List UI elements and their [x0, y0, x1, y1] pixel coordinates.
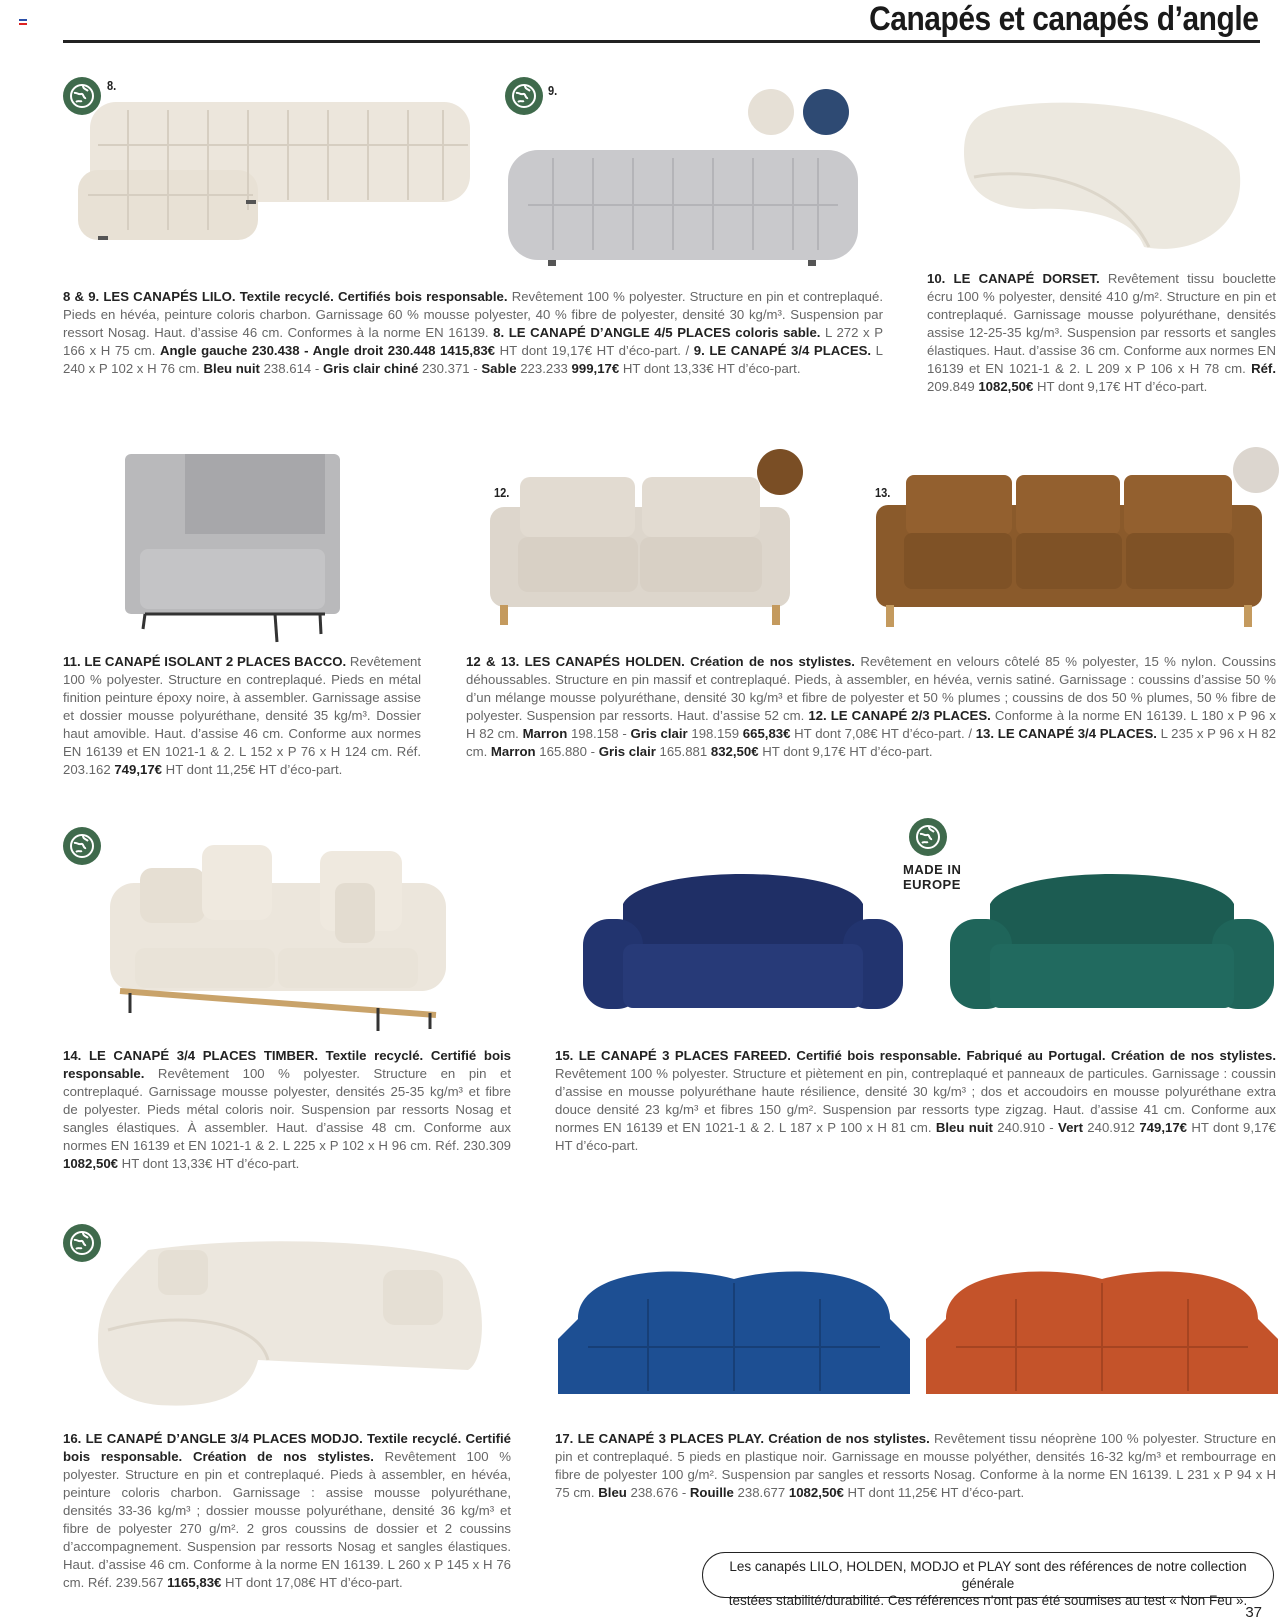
note-line-2: testées stabilité/durabilité. Ces références n’ont pas été soumises au test « Non Feu ». — [728, 1593, 1248, 1608]
product-image-modjo — [98, 1240, 488, 1410]
product-description-timber: 14. LE CANAPÉ 3/4 PLACES TIMBER. Textile recyclé. Certifié bois responsable. Revêtement 100 % polyester. Structure en pin et contreplaqué. Garnissage mousse polyester, densités 25-35 kg/m³ et fibre de polyester. Pieds métal coloris noir. Suspension par ressorts Nosag et sangles élastiques. À assembler. Haut. d’assise 48 cm. Conforme aux normes EN 16139 et EN 1021-1 & 2. L 225 x P 102 x H 96 cm. Réf. 230.309 1082,50€ HT dont 13,33€ HT d’éco-part. — [63, 1048, 511, 1171]
product-image-holden-2-3 — [490, 477, 790, 627]
product-description-bacco: 11. LE CANAPÉ ISOLANT 2 PLACES BACCO. Revêtement 100 % polyester. Structure en contreplaqué. Pieds en métal finition peinture époxy noire, à assembler. Garnissage assise et dossier mousse polyuréthane, densité 35 kg/m³. Dossier haut amovible. Haut. d’assise 46 cm. Conforme aux normes EN 16139 et EN 1021-1 & 2. L 152 x P 76 x H 124 cm. Réf. 203.162 749,17€ HT dont 11,25€ HT d’éco-part. — [63, 654, 421, 777]
product-description-dorset: 10. LE CANAPÉ DORSET. Revêtement tissu bouclette écru 100 % polyester, densité 410 g/m². Structure en pin et contreplaqué. Garnissage mousse polyuréthane, densités assise 12-25-35 kg/m³. Suspension par ressorts et sangles élastiques. Haut. d’assise 36 cm. Conforme aux normes EN 16139 et EN 1021-1 & 2. L 209 x P 106 x H 78 cm. Réf. 209.849 1082,50€ HT dont 9,17€ HT d’éco-part. — [927, 271, 1276, 394]
page-number: 37 — [1245, 1604, 1262, 1621]
eco-globe-icon — [63, 827, 101, 865]
product-description-fareed: 15. LE CANAPÉ 3 PLACES FAREED. Certifié bois responsable. Fabriqué au Portugal. Création de nos stylistes. Revêtement 100 % polyester. Structure et piètement en pin, contreplaqué et panneaux de particules. Garnissage : coussin d’assise en mousse polyuréthane haute résilience, densité 30 kg/m³ ; dos et accoudoirs en mousse polyuréthane extra douce densité 23 kg/m³ et fibres 150 g/m². Suspension par ressorts type zigzag. Haut. d’assise 41 cm. Conforme aux normes EN 16139 et EN 1021-1 & 2. L 187 x P 100 x H 81 cm. Bleu nuit 240.910 - Vert 240.912 749,17€ HT dont 9,17€ HT d’éco-part. — [555, 1048, 1276, 1153]
product-image-bacco — [125, 454, 340, 644]
color-swatch-bleu-nuit — [803, 89, 849, 135]
product-image-fareed-bleu — [583, 864, 903, 1014]
collection-note-box — [702, 1552, 1274, 1608]
product-image-play-rouille — [926, 1269, 1278, 1401]
product-description-holden: 12 & 13. LES CANAPÉS HOLDEN. Création de nos stylistes. Revêtement en velours côtelé 85 % polyester, 15 % nylon. Coussins déhoussables. Structure en pin massif et contreplaqué. Pieds, à assembler, en hévéa, vernis satiné. Garnissage : coussins d’assise 50 % d’un mélange mousse polyuréthane, densité 30 kg/m³ et fibre de polyester et 50 % plumes ; coussins de dos 50 % plumes, 50 % fibre de polyester. Suspension par ressorts. Haut. d’assise 52 cm. 12. LE CANAPÉ 2/3 PLACES. Conforme à la norme EN 16139. L 180 x P 96 x H 82 cm. Marron 198.158 - Gris clair 198.159 665,83€ HT dont 7,08€ HT d’éco-part. / 13. LE CANAPÉ 3/4 PLACES. L 235 x P 96 x H 82 cm. Marron 165.880 - Gris clair 165.881 832,50€ HT dont 9,17€ HT d’éco-part. — [466, 654, 1277, 759]
product-description-play: 17. LE CANAPÉ 3 PLACES PLAY. Création de nos stylistes. Revêtement tissu néoprène 100 % polyester. Structure en pin et contreplaqué. 5 pieds en plastique noir. Garnissage en mousse polyéther, densités 16-32 kg/m³ et rembourrage en fibre de polyester 100 g/m². Suspension par sangles et ressorts Nosag. Conforme à la norme EN 16139. L 231 x P 94 x H 75 cm. Bleu 238.676 - Rouille 238.677 1082,50€ HT dont 11,25€ HT d’éco-part. — [555, 1431, 1276, 1500]
product-image-fareed-vert — [950, 864, 1274, 1014]
product-image-lilo-angle — [78, 90, 486, 240]
product-number: 8. — [107, 78, 117, 93]
eco-globe-icon — [909, 818, 947, 856]
page-title: Canapés et canapés d’angle — [868, 0, 1258, 38]
product-image-holden-3-4 — [876, 475, 1262, 630]
made-in-text: MADE IN — [903, 862, 962, 877]
color-swatch-sable — [748, 89, 794, 135]
header-rule — [63, 40, 1260, 43]
note-line-1: Les canapés LILO, HOLDEN, MODJO et PLAY sont des références de notre collection générale — [729, 1559, 1247, 1591]
product-description-lilo: 8 & 9. LES CANAPÉS LILO. Textile recyclé. Certifiés bois responsable. Revêtement 100 % polyester. Structure en pin et contreplaqué. Pieds en hévéa, peinture coloris charbon. Garnissage 60 % mousse polyester, 40 % fibre de polyester, densité 30 kg/m³. Suspension par ressort Nosag. Haut. d’assise 46 cm. Conformes à la norme EN 16139. 8. LE CANAPÉ D’ANGLE 4/5 PLACES coloris sable. L 272 x P 166 x H 75 cm. Angle gauche 230.438 - Angle droit 230.448 1415,83€ HT dont 19,17€ HT d’éco-part. / 9. LE CANAPÉ 3/4 PLACES. L 240 x P 102 x H 76 cm. Bleu nuit 238.614 - Gris clair chiné 230.371 - Sable 223.233 999,17€ HT dont 13,33€ HT d’éco-part. — [63, 289, 884, 376]
product-image-timber — [110, 843, 446, 1033]
product-image-play-bleu — [558, 1269, 910, 1401]
product-image-dorset — [964, 97, 1246, 257]
product-number: 9. — [548, 83, 558, 98]
product-number: 13. — [875, 485, 891, 500]
eco-globe-icon — [63, 1224, 101, 1262]
product-number: 12. — [494, 485, 510, 500]
europe-text: EUROPE — [903, 877, 961, 892]
flag-icon — [19, 19, 27, 25]
product-image-lilo-3-4 — [508, 150, 858, 268]
eco-globe-icon — [505, 77, 543, 115]
product-description-modjo: 16. LE CANAPÉ D’ANGLE 3/4 PLACES MODJO. Textile recyclé. Certifié bois responsable. Création de nos stylistes. Revêtement 100 % polyester. Structure en pin et contreplaqué. Pieds à assembler, en hévéa, peinture coloris charbon. Garnissage : assise mousse polyuréthane, densités 33-36 kg/m³ ; dossier mousse polyuréthane, densité 36 kg/m³ et fibre de polyester 270 g/m². 2 gros coussins de dossier et 2 coussins d’accompagnement. Suspension par ressorts Nosag et sangles élastiques. Haut. d’assise 46 cm. Conforme à la norme EN 16139. L 260 x P 145 x H 76 cm. Réf. 239.567 1165,83€ HT dont 17,08€ HT d’éco-part. — [63, 1431, 511, 1590]
